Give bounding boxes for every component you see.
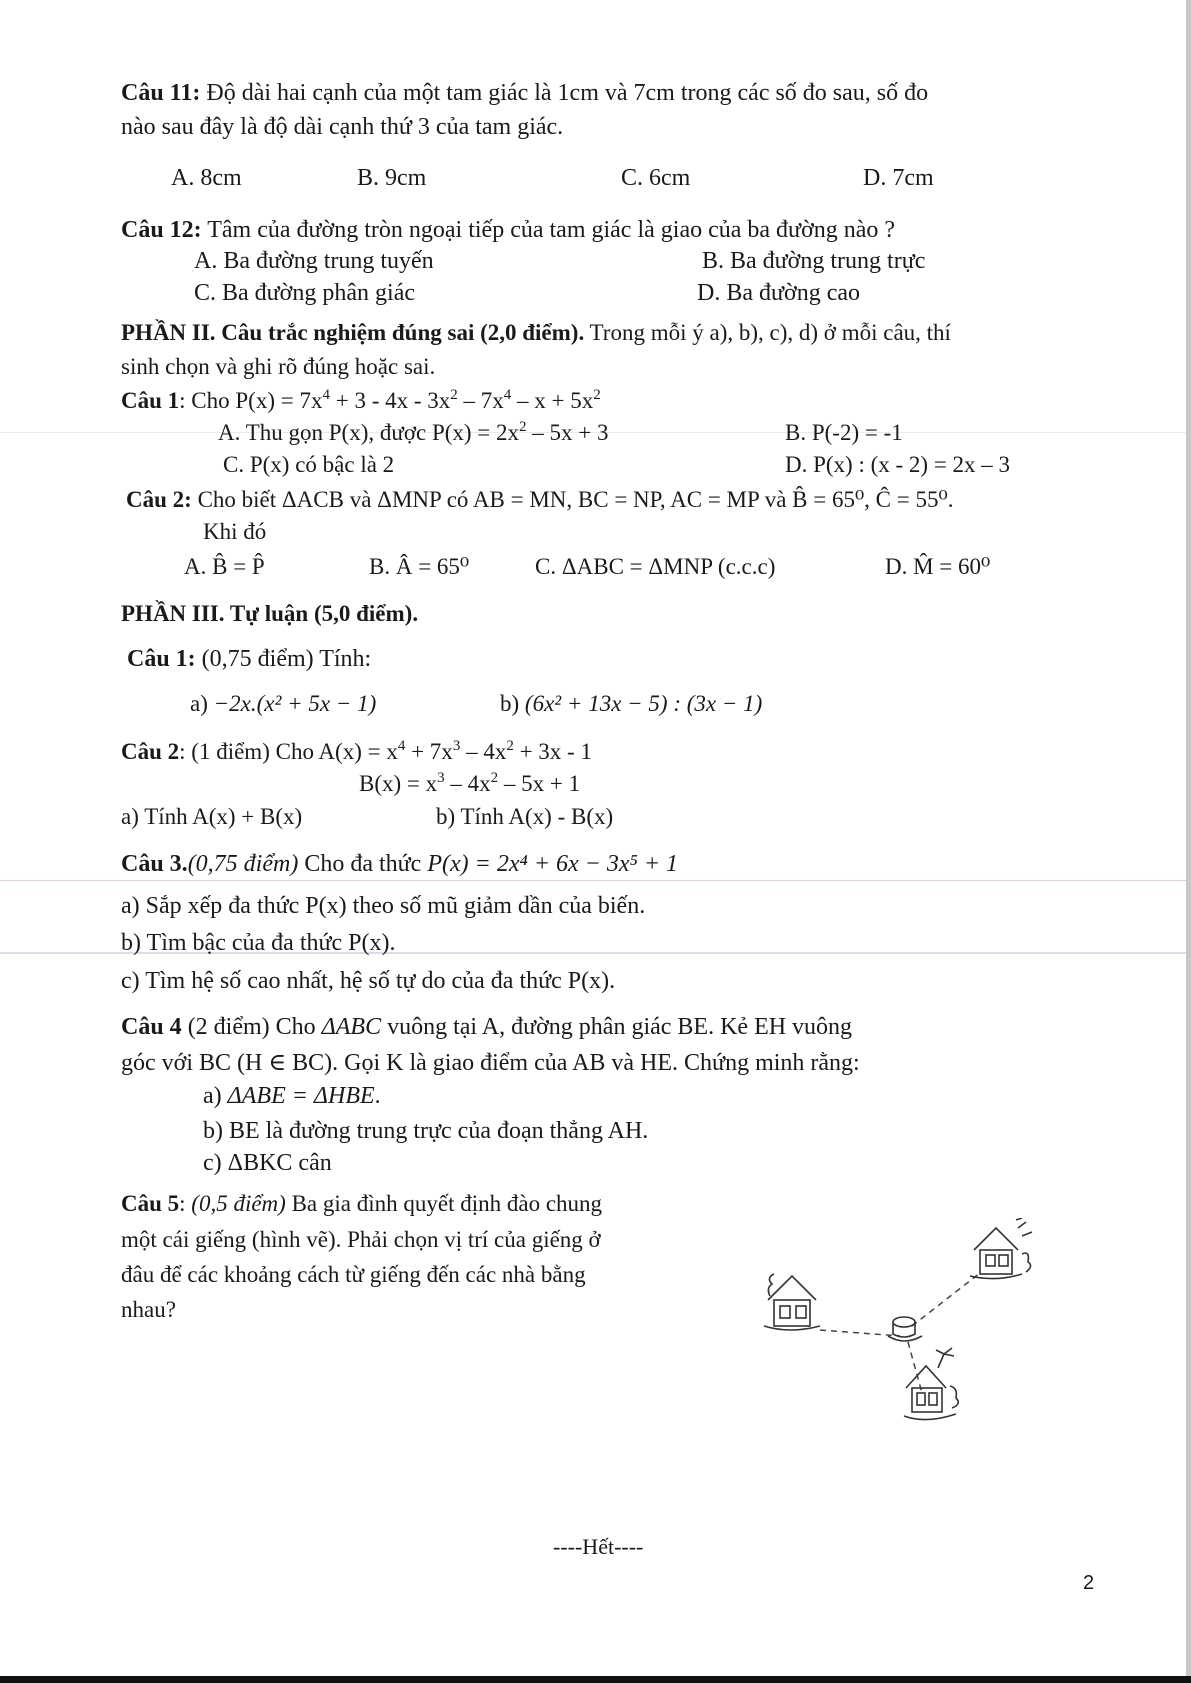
- part2-intro: Trong mỗi ý a), b), c), d) ở mỗi câu, thí: [584, 320, 951, 345]
- poly-text: – 5x + 1: [498, 771, 581, 796]
- part3-q1-line: [127, 644, 371, 674]
- poly-text: – 4x: [444, 771, 491, 796]
- part3-q5-text: :: [179, 1191, 192, 1216]
- well-icon: [888, 1317, 922, 1341]
- part3-q2-a: a) Tính A(x) + B(x): [121, 804, 303, 829]
- page-edge-shadow: [1186, 0, 1191, 1683]
- part3-q5-text: Ba gia đình quyết định đào chung: [285, 1191, 603, 1216]
- part3-q1-label: Câu 1:: [127, 646, 196, 672]
- exponent: 4: [503, 387, 512, 403]
- part3-q5-label: Câu 5: [121, 1191, 180, 1216]
- part2-q1-text: + 3 - 4x - 3x: [329, 388, 451, 413]
- exponent: 2: [450, 387, 458, 403]
- q11-line1: [121, 78, 928, 108]
- part3-q2-b: b) Tính A(x) - B(x): [436, 804, 614, 829]
- part3-q2-line: [121, 737, 592, 767]
- item-label: a): [190, 691, 208, 716]
- part3-heading: PHẦN III. Tự luận (5,0 điểm).: [121, 601, 419, 626]
- house-left-icon: [764, 1274, 820, 1330]
- part2-q2-label: Câu 2:: [126, 487, 192, 512]
- part3-q3-line: [121, 849, 678, 879]
- q11-option-b: B. 9cm: [357, 165, 427, 191]
- q12-option-c: C. Ba đường phân giác: [194, 280, 415, 306]
- option-text: – 5x + 3: [526, 420, 609, 445]
- points-text: (0,5 điểm): [191, 1191, 286, 1216]
- q12-text: Tâm của đường tròn ngoại tiếp của tam giác là giao của ba đường nào ?: [201, 217, 896, 243]
- item-label: b): [500, 691, 520, 716]
- exponent: 2: [519, 419, 527, 435]
- part2-q2-option-c: C. ΔABC = ΔMNP (c.c.c): [535, 554, 776, 579]
- math-expression: ΔABC: [321, 1014, 382, 1040]
- part3-q5-line2: một cái giếng (hình vẽ). Phải chọn vị trí của giếng ở: [121, 1227, 601, 1252]
- q11-label: Câu 11:: [121, 80, 201, 106]
- part2-q1-option-d: D. P(x) : (x - 2) = 2x – 3: [785, 452, 1011, 477]
- part2-q1-text: – x + 5x: [511, 388, 594, 413]
- part3-q1-a: [190, 689, 376, 719]
- part3-q4-c: c) ΔBKC cân: [203, 1150, 332, 1176]
- part3-q4-line1: [121, 1012, 852, 1042]
- part2-q1-option-c: C. P(x) có bậc là 2: [223, 452, 395, 477]
- page-number: 2: [1083, 1572, 1095, 1594]
- part2-q1-line: [121, 386, 601, 416]
- dashed-connector: [908, 1342, 922, 1393]
- exponent: 4: [397, 738, 406, 754]
- q11-line2: nào sau đây là độ dài cạnh thứ 3 của tam giác.: [121, 114, 564, 140]
- part3-q3-label: Câu 3.: [121, 851, 188, 877]
- poly-text: + 7x: [405, 739, 453, 764]
- q11-text: Độ dài hai cạnh của một tam giác là 1cm và 7cm trong các số đo sau, số đo: [200, 80, 929, 106]
- q12-option-b: B. Ba đường trung trực: [702, 248, 926, 274]
- part3-q2-label: Câu 2: [121, 739, 180, 764]
- q11-option-a: A. 8cm: [171, 165, 242, 191]
- part2-intro-line2: sinh chọn và ghi rõ đúng hoặc sai.: [121, 354, 436, 379]
- part2-q1-option-b: B. P(-2) = -1: [785, 420, 903, 445]
- part2-q2-line2: Khi đó: [203, 519, 267, 544]
- math-expression: P(x) = 2x⁴ + 6x − 3x⁵ + 1: [427, 851, 679, 877]
- part2-q1-text: – 7x: [457, 388, 504, 413]
- end-marker: ----Hết----: [553, 1534, 644, 1559]
- part3-q1-b: [500, 689, 762, 719]
- scan-artifact-line: [0, 880, 1191, 881]
- part3-q3-text: Cho đa thức: [298, 851, 428, 877]
- part2-q2-text: Cho biết ΔACB và ΔMNP có AB = MN, BC = NP, AC = MP và B̂ = 65⁰, Ĉ = 55⁰.: [191, 487, 954, 512]
- part3-q4-a: [203, 1081, 381, 1111]
- part3-q5-line4: nhau?: [121, 1297, 176, 1322]
- part2-q1-label: Câu 1: [121, 388, 180, 413]
- q12-option-d: D. Ba đường cao: [697, 280, 860, 306]
- part3-q4-text: vuông tại A, đường phân giác BE. Kẻ EH vuông: [381, 1014, 853, 1040]
- item-text: .: [374, 1083, 381, 1109]
- poly-text: B(x) = x: [359, 771, 438, 796]
- part2-q2-option-a: A. B̂ = P̂: [184, 554, 265, 579]
- poly-text: + 3x - 1: [513, 739, 592, 764]
- exponent: 2: [490, 770, 499, 786]
- wells-houses-illustration: [760, 1218, 1060, 1438]
- part2-q1-text: : Cho P(x) = 7x: [179, 388, 323, 413]
- poly-text: – 4x: [460, 739, 507, 764]
- scan-bottom-border: [0, 1676, 1191, 1683]
- part3-q5-line1: [121, 1189, 602, 1219]
- part3-q5-line3: đâu để các khoảng cách từ giếng đến các nhà bằng: [121, 1262, 586, 1287]
- exponent: 2: [593, 387, 601, 403]
- part3-q3-b: b) Tìm bậc của đa thức P(x).: [121, 930, 396, 956]
- part2-heading-line: [121, 318, 951, 348]
- points-text: (0,75 điểm): [187, 851, 299, 877]
- house-bottom-icon: [904, 1348, 958, 1420]
- part2-q1-option-a: [218, 418, 609, 448]
- part2-q2-option-b: B. Â = 65⁰: [369, 554, 470, 579]
- part3-q4-b: b) BE là đường trung trực của đoạn thẳng AH.: [203, 1118, 649, 1144]
- q12-label: Câu 12:: [121, 217, 202, 243]
- exponent: 3: [437, 770, 445, 786]
- q11-option-c: C. 6cm: [621, 165, 691, 191]
- part3-q3-c: c) Tìm hệ số cao nhất, hệ số tự do của đa thức P(x).: [121, 968, 616, 994]
- part3-q4-line2: góc với BC (H ∈ BC). Gọi K là giao điểm của AB và HE. Chứng minh rằng:: [121, 1050, 860, 1076]
- dashed-connector: [820, 1330, 900, 1336]
- math-expression: −2x.(x² + 5x − 1): [213, 691, 377, 716]
- part2-heading: PHẦN II. Câu trắc nghiệm đúng sai (2,0 điểm).: [121, 320, 585, 345]
- part3-q4-text: (2 điểm) Cho: [181, 1014, 322, 1040]
- part2-q2-line: [126, 485, 953, 515]
- math-expression: (6x² + 13x − 5) : (3x − 1): [524, 691, 763, 716]
- q12-line: [121, 215, 895, 245]
- part3-q2-text: : (1 điểm) Cho A(x) = x: [179, 739, 398, 764]
- exponent: 3: [452, 738, 461, 754]
- exponent: 2: [506, 738, 514, 754]
- q12-option-a: A. Ba đường trung tuyến: [194, 248, 434, 274]
- exponent: 4: [322, 387, 330, 403]
- option-text: A. Thu gọn P(x), được P(x) = 2x: [218, 420, 520, 445]
- part3-q1-text: (0,75 điểm) Tính:: [195, 646, 372, 672]
- part2-q2-option-d: D. M̂ = 60⁰: [885, 554, 991, 579]
- house-top-right-icon: [970, 1218, 1032, 1279]
- part3-q4-label: Câu 4: [121, 1014, 182, 1040]
- q11-option-d: D. 7cm: [863, 165, 934, 191]
- part3-q2-bline: [359, 769, 580, 799]
- item-label: a): [203, 1083, 228, 1109]
- part3-q3-a: a) Sắp xếp đa thức P(x) theo số mũ giảm dần của biến.: [121, 893, 646, 919]
- dashed-connector: [912, 1273, 980, 1326]
- math-expression: ΔABE = ΔHBE: [227, 1083, 375, 1109]
